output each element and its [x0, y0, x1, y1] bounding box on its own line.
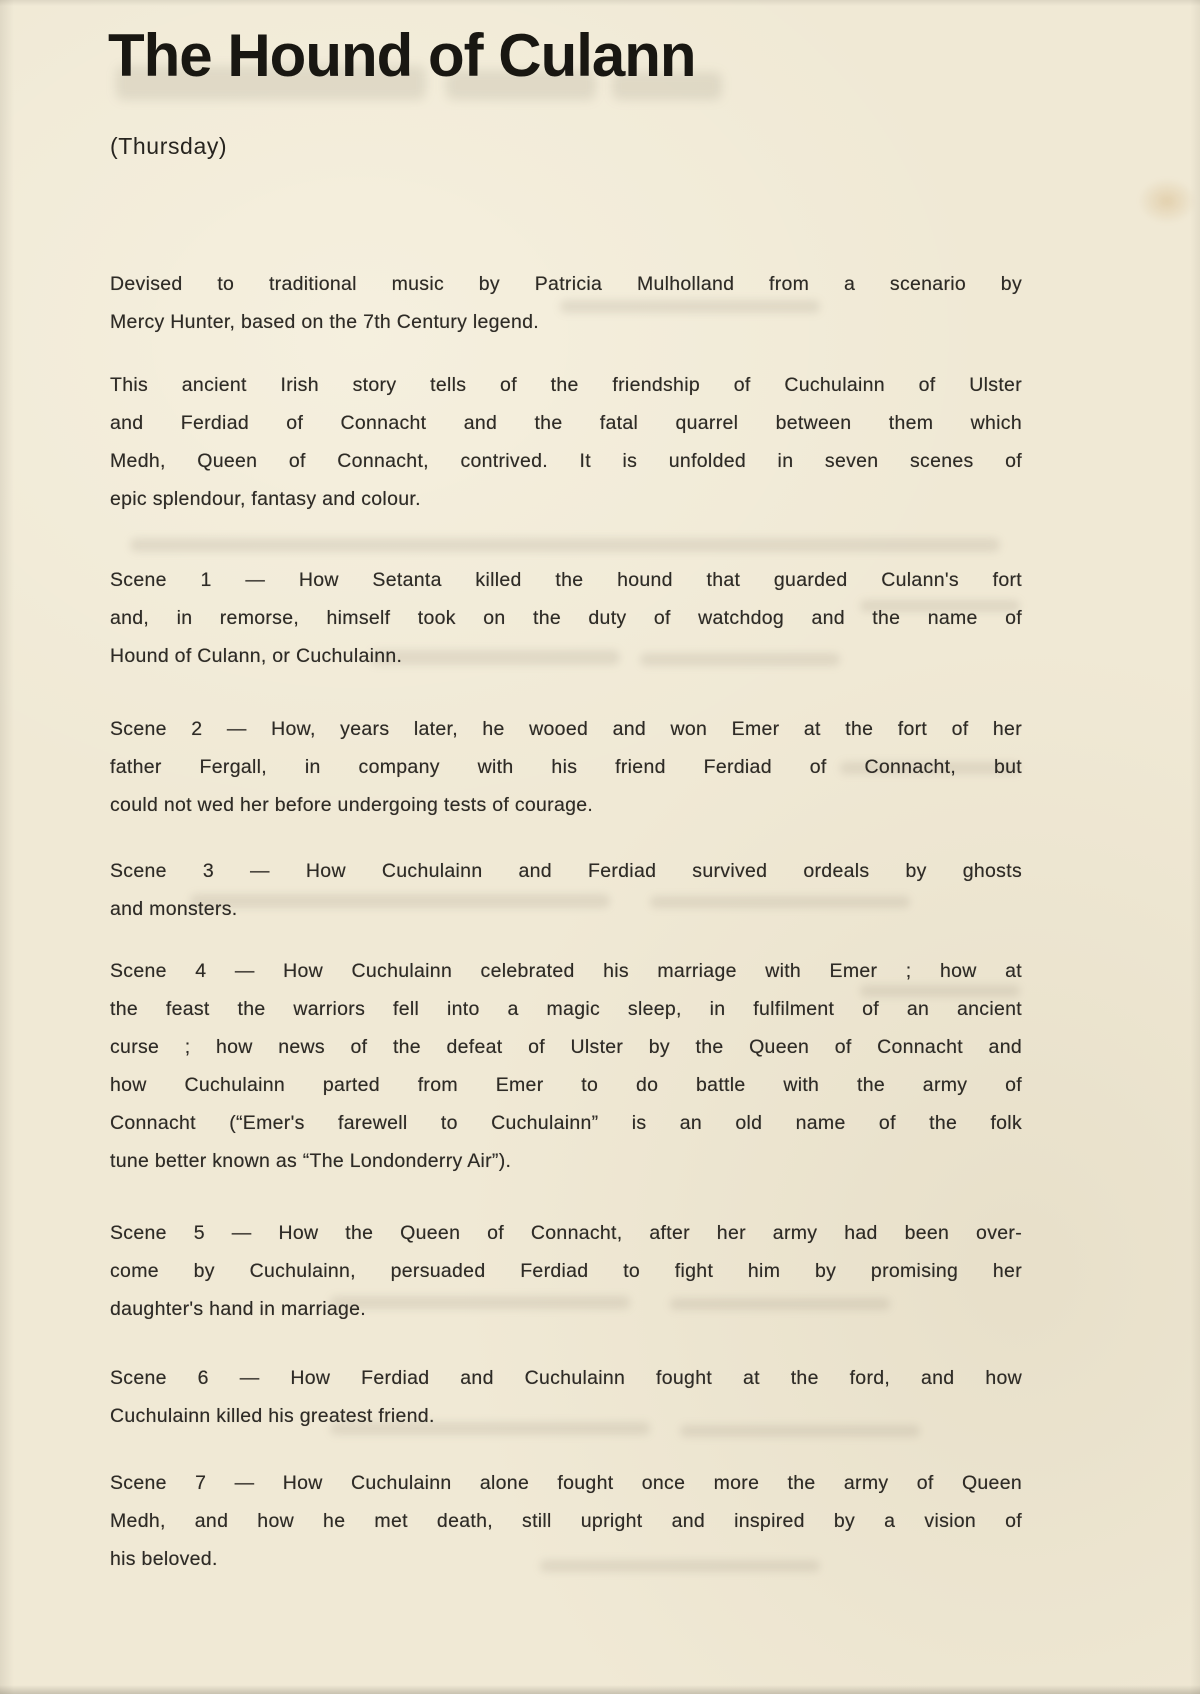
text-line: Hound of Culann, or Cuchulainn.	[110, 645, 403, 667]
text-line: the feast the warriors fell into a magic sleep, in fulfilment of an ancient	[110, 998, 1022, 1020]
text-line: come by Cuchulainn, persuaded Ferdiad to fight him by promising her	[110, 1260, 1022, 1282]
text-line: Devised to traditional music by Patricia Mulholland from a scenario by	[110, 273, 1022, 295]
text-line: tune better known as “The Londonderry Air”).	[110, 1150, 512, 1172]
text-line: father Fergall, in company with his friend Ferdiad of Connacht, but	[110, 756, 1022, 778]
scene-4-paragraph	[110, 952, 1022, 1180]
scene-2-paragraph	[110, 710, 1022, 824]
text-line: Cuchulainn killed his greatest friend.	[110, 1405, 435, 1427]
paper-stain	[1138, 178, 1196, 224]
page-title: The Hound of Culann	[108, 22, 696, 89]
text-line: Scene 4 — How Cuchulainn celebrated his marriage with Emer ; how at	[110, 960, 1022, 982]
text-line: Scene 6 — How Ferdiad and Cuchulainn fought at the ford, and how	[110, 1367, 1022, 1389]
scene-5-paragraph	[110, 1214, 1022, 1328]
scene-6-paragraph	[110, 1359, 1022, 1435]
text-line: and monsters.	[110, 898, 238, 920]
synopsis-paragraph	[110, 366, 1022, 518]
text-line: Scene 5 — How the Queen of Connacht, after her army had been over-	[110, 1222, 1022, 1244]
text-line: Mercy Hunter, based on the 7th Century legend.	[110, 311, 539, 333]
text-line: Medh, and how he met death, still upright and inspired by a vision of	[110, 1510, 1022, 1532]
text-line: This ancient Irish story tells of the friendship of Cuchulainn of Ulster	[110, 374, 1022, 396]
text-line: Scene 3 — How Cuchulainn and Ferdiad survived ordeals by ghosts	[110, 860, 1022, 882]
text-line: daughter's hand in marriage.	[110, 1298, 367, 1320]
text-line: Scene 1 — How Setanta killed the hound that guarded Culann's fort	[110, 569, 1022, 591]
performance-day-label: (Thursday)	[110, 133, 228, 159]
scene-7-paragraph	[110, 1464, 1022, 1578]
text-line: and Ferdiad of Connacht and the fatal quarrel between them which	[110, 412, 1022, 434]
text-line: Medh, Queen of Connacht, contrived. It is unfolded in seven scenes of	[110, 450, 1022, 472]
text-line: how Cuchulainn parted from Emer to do battle with the army of	[110, 1074, 1022, 1096]
credit-paragraph	[110, 265, 1022, 341]
text-line: epic splendour, fantasy and colour.	[110, 488, 421, 510]
text-line: Scene 7 — How Cuchulainn alone fought once more the army of Queen	[110, 1472, 1022, 1494]
text-line: could not wed her before undergoing tests of courage.	[110, 794, 594, 816]
text-line: and, in remorse, himself took on the duty of watchdog and the name of	[110, 607, 1022, 629]
scene-3-paragraph	[110, 852, 1022, 928]
ghost-show-through	[130, 538, 1000, 552]
text-line: curse ; how news of the defeat of Ulster by the Queen of Connacht and	[110, 1036, 1022, 1058]
text-line: his beloved.	[110, 1548, 218, 1570]
scene-1-paragraph	[110, 561, 1022, 675]
text-line: Connacht (“Emer's farewell to Cuchulainn” is an old name of the folk	[110, 1112, 1022, 1134]
text-line: Scene 2 — How, years later, he wooed and won Emer at the fort of her	[110, 718, 1022, 740]
